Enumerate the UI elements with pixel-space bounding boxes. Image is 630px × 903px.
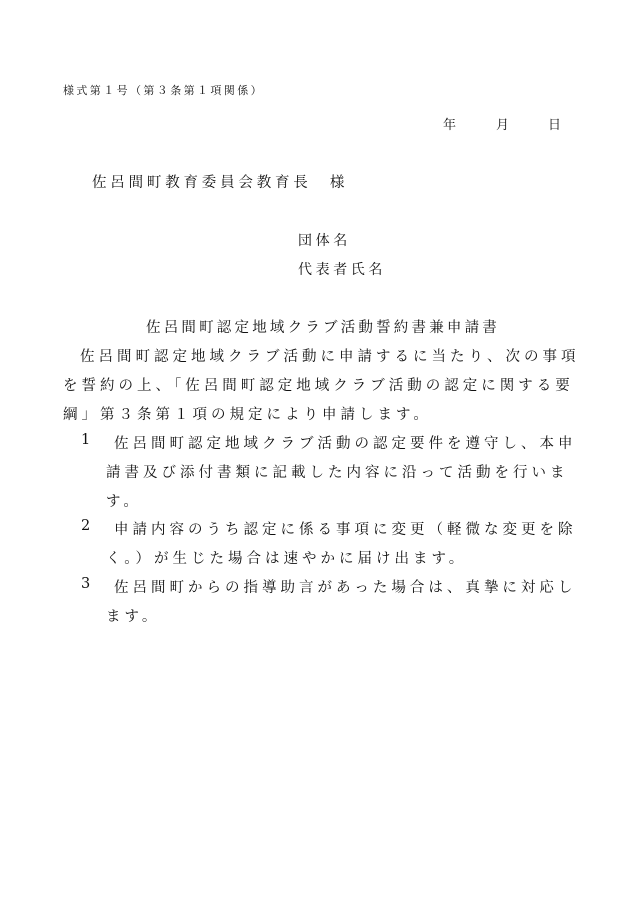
item-text-line: す。 <box>106 494 142 510</box>
item-text-line: 佐呂間町認定地域クラブ活動の認定要件を遵守し、本申 <box>114 436 577 452</box>
item-text-line: 申請内容のうち認定に係る事項に変更（軽微な変更を除 <box>114 522 577 538</box>
intro-line: 綱」第３条第１項の規定により申請します。 <box>63 407 432 423</box>
item-text-line: く。）が生じた場合は速やかに届け出ます。 <box>106 551 468 567</box>
item-number: 3 <box>81 576 91 592</box>
item-number: 2 <box>81 518 91 534</box>
item-number: 1 <box>81 432 91 448</box>
item-text-line: ます。 <box>106 609 161 625</box>
item-text-line: 佐呂間町からの指導助言があった場合は、真摯に対応し <box>114 580 577 596</box>
form-number: 様式第１号（第３条第１項関係） <box>63 84 264 97</box>
intro-line: を誓約の上、「佐呂間町認定地域クラブ活動の認定に関する要 <box>63 378 574 394</box>
date-month-label: 月 <box>496 118 510 133</box>
item-text-line: 請書及び添付書類に記載した内容に沿って活動を行いま <box>106 465 569 481</box>
intro-line: 佐呂間町認定地域クラブ活動に申請するに当たり、次の事項 <box>80 349 580 365</box>
document-title: 佐呂間町認定地域クラブ活動誓約書兼申請書 <box>146 320 500 336</box>
date-year-label: 年 <box>443 118 457 133</box>
addressee: 佐呂間町教育委員会教育長 様 <box>92 175 349 191</box>
date-day-label: 日 <box>548 118 562 133</box>
representative-name-label: 代表者氏名 <box>298 262 386 278</box>
organization-name-label: 団体名 <box>298 233 351 249</box>
